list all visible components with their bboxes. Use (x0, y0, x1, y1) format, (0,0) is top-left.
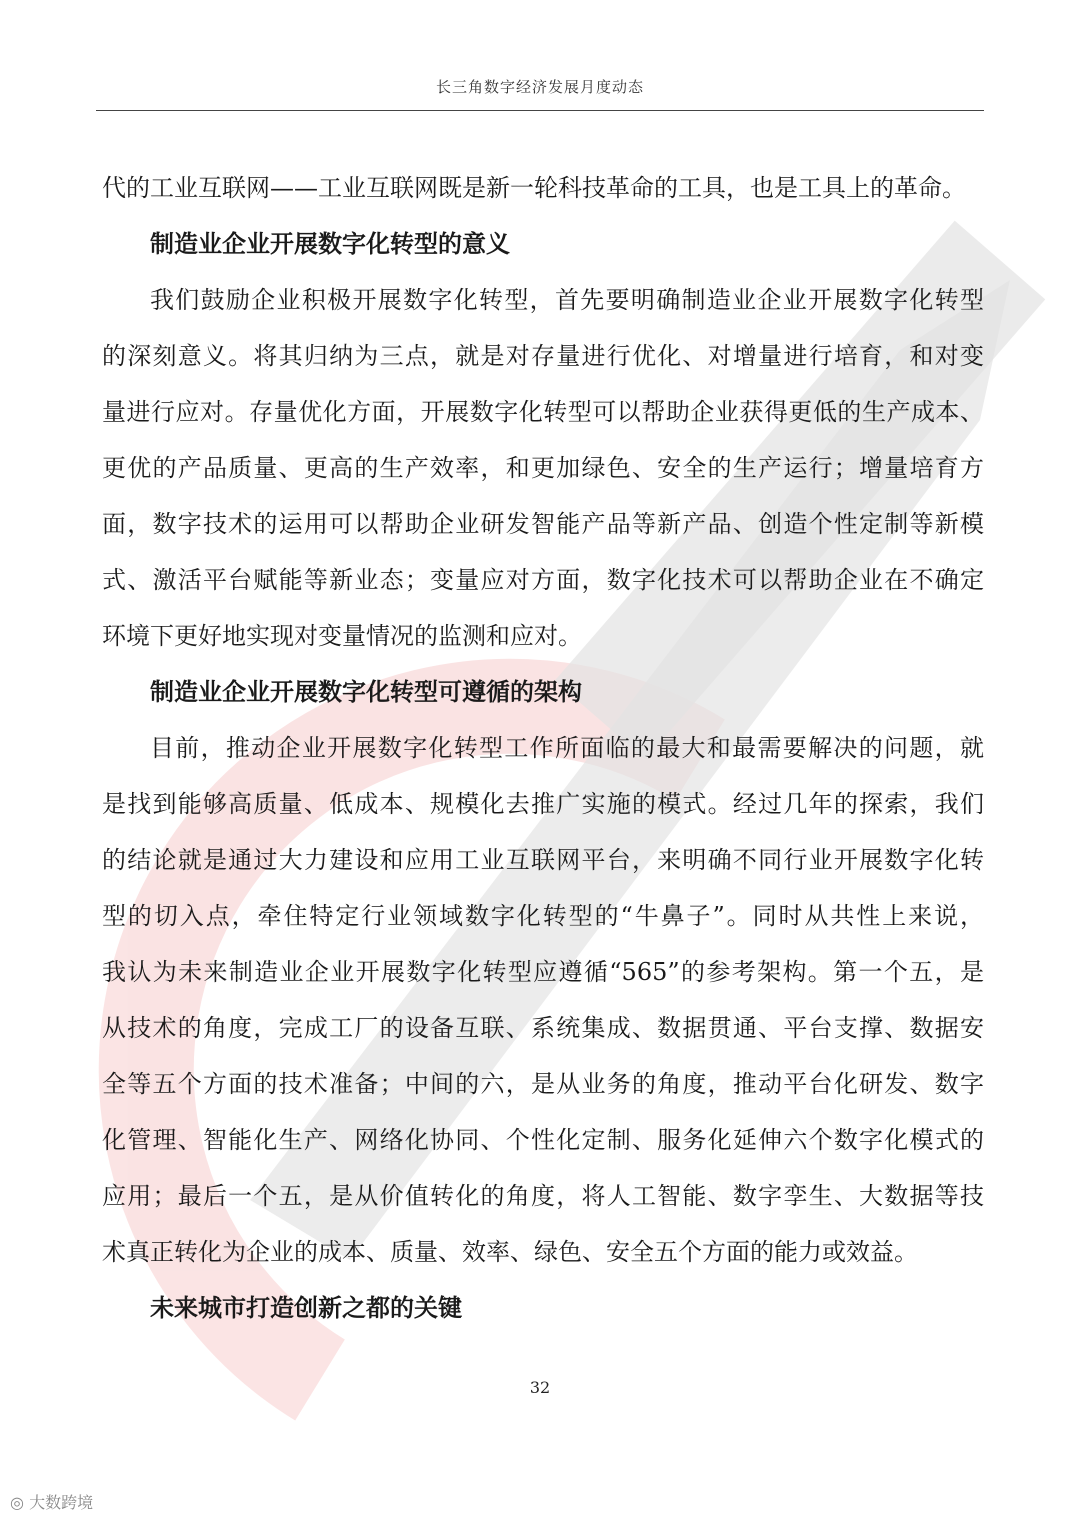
document-body (102, 160, 984, 1336)
section-heading: 制造业企业开展数字化转型的意义 (150, 229, 510, 258)
text-line: 化管理、智能化生产、网络化协同、个性化定制、服务化延伸六个数字化模式的 (102, 1126, 984, 1154)
text-line: 我们鼓励企业积极开展数字化转型，首先要明确制造业企业开展数字化转型 (150, 286, 984, 314)
text-line: 的结论就是通过大力建设和应用工业互联网平台，来明确不同行业开展数字化转 (102, 846, 984, 874)
page-number: 32 (529, 1378, 551, 1397)
paragraph (102, 160, 984, 216)
text-line: 应用；最后一个五，是从价值转化的角度，将人工智能、数字孪生、大数据等技 (102, 1182, 984, 1210)
running-header: 长三角数字经济发展月度动态 (435, 78, 644, 96)
text-line: 代的工业互联网——工业互联网既是新一轮科技革命的工具，也是工具上的革命。 (102, 174, 966, 202)
text-line: 全等五个方面的技术准备；中间的六，是从业务的角度，推动平台化研发、数字 (102, 1070, 984, 1098)
text-line: 术真正转化为企业的成本、质量、效率、绿色、安全五个方面的能力或效益。 (102, 1238, 918, 1266)
text-line: 面，数字技术的运用可以帮助企业研发智能产品等新产品、创造个性定制等新模 (102, 510, 984, 538)
text-line: 量进行应对。存量优化方面，开展数字化转型可以帮助企业获得更低的生产成本、 (102, 398, 984, 426)
section-heading: 未来城市打造创新之都的关键 (150, 1293, 462, 1322)
brand-label: 大数跨境 (29, 1493, 94, 1512)
source-brand (10, 1490, 93, 1513)
text-line: 式、激活平台赋能等新业态；变量应对方面，数字化技术可以帮助企业在不确定 (102, 566, 984, 594)
text-line: 型的切入点，牵住特定行业领域数字化转型的“牛鼻子”。同时从共性上来说， (102, 902, 984, 930)
paragraph (102, 272, 984, 664)
text-line: 环境下更好地实现对变量情况的监测和应对。 (102, 622, 582, 650)
text-line: 更优的产品质量、更高的生产效率，和更加绿色、安全的生产运行；增量培育方 (102, 454, 984, 482)
text-line: 的深刻意义。将其归纳为三点，就是对存量进行优化、对增量进行培育，和对变 (102, 342, 984, 370)
header-divider (96, 110, 984, 111)
text-line: 目前，推动企业开展数字化转型工作所面临的最大和最需要解决的问题，就 (150, 734, 984, 762)
text-line: 从技术的角度，完成工厂的设备互联、系统集成、数据贯通、平台支撑、数据安 (102, 1014, 984, 1042)
text-line: 我认为未来制造业企业开展数字化转型应遵循“565”的参考架构。第一个五，是 (102, 958, 984, 986)
text-line: 是找到能够高质量、低成本、规模化去推广实施的模式。经过几年的探索，我们 (102, 790, 984, 818)
section-heading: 制造业企业开展数字化转型可遵循的架构 (150, 677, 582, 706)
brand-logo-icon: ◎ (10, 1493, 24, 1512)
paragraph (102, 720, 984, 1280)
